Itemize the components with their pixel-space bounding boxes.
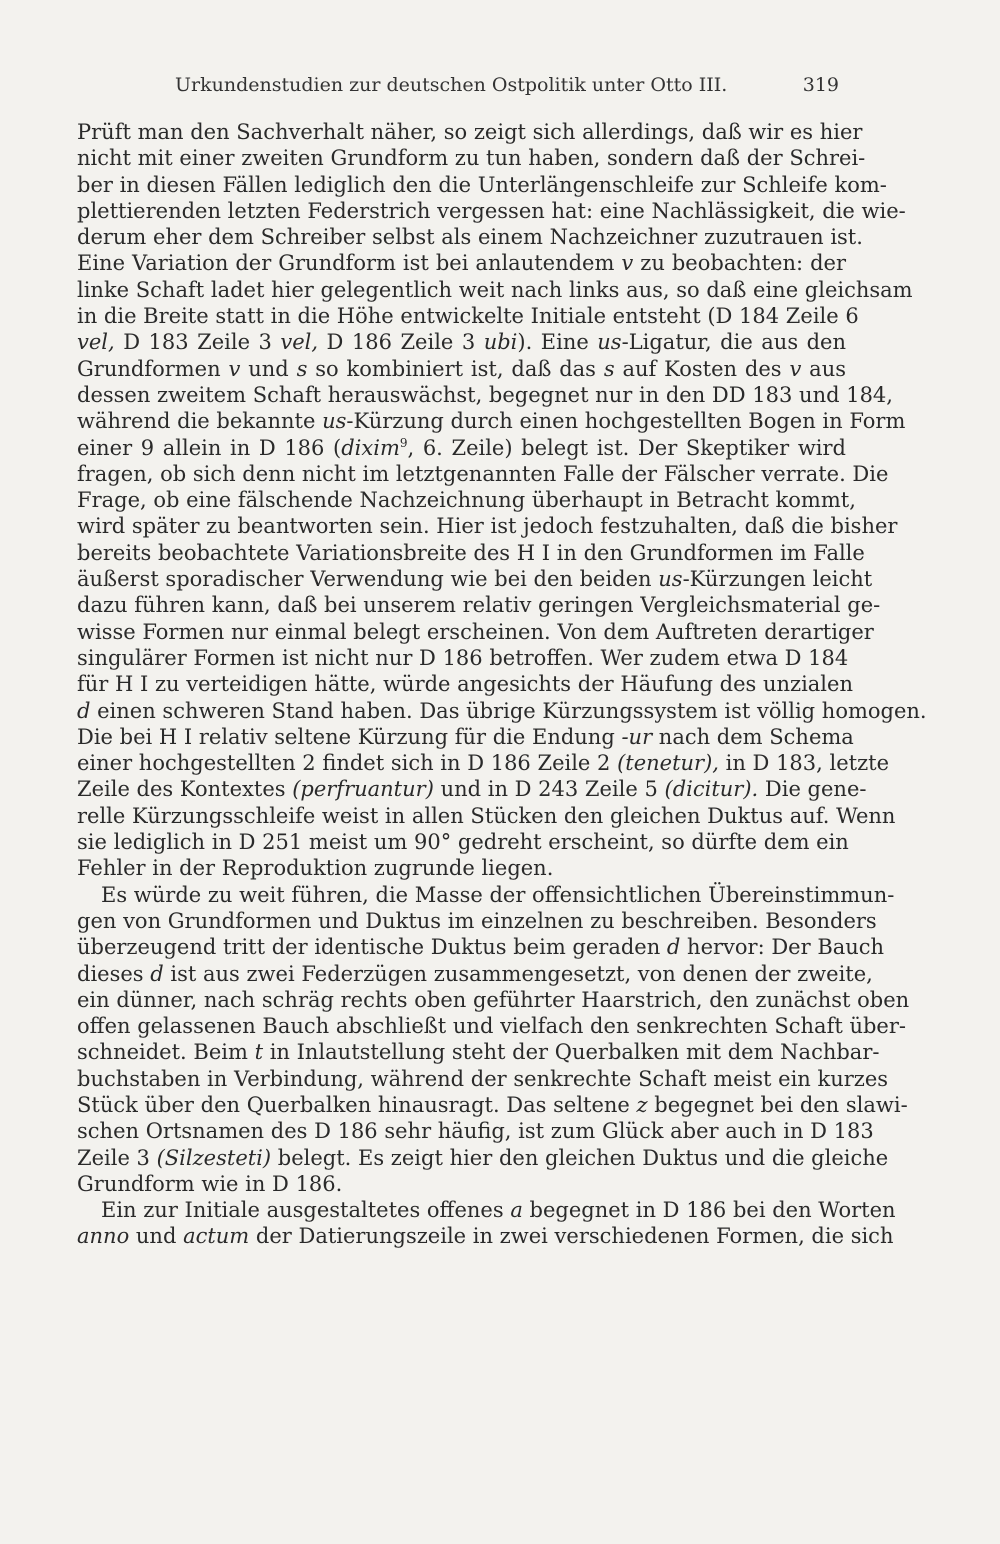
text-line: fragen, ob sich denn nicht im letztgenannten Falle der Fälscher verrate. Die bbox=[77, 461, 889, 486]
text-line: plettierenden letzten Federstrich vergessen hat: eine Nachlässigkeit, die wie- bbox=[77, 198, 906, 223]
text-line: Stück über den Querbalken hinausragt. Das seltene z begegnet bei den slawi- bbox=[77, 1092, 908, 1117]
text-line: linke Schaft ladet hier gelegentlich weit nach links aus, so daß eine gleichsam bbox=[77, 277, 913, 302]
text-line: ein dünner, nach schräg rechts oben geführter Haarstrich, den zunächst oben bbox=[77, 987, 910, 1012]
body-text bbox=[77, 119, 927, 1250]
text-line: d einen schweren Stand haben. Das übrige Kürzungssystem ist völlig homogen. bbox=[77, 698, 927, 723]
text-line: für H I zu verteidigen hätte, würde angesichts der Häufung des unzialen bbox=[77, 672, 853, 697]
text-line: Zeile des Kontextes (perfruantur) und in D 243 Zeile 5 (dicitur). Die gene- bbox=[77, 777, 867, 802]
text-line: dieses d ist aus zwei Federzügen zusammengesetzt, von denen der zweite, bbox=[77, 961, 873, 986]
text-line: während die bekannte us-Kürzung durch einen hochgestellten Bogen in Form bbox=[77, 409, 906, 434]
text-line: Die bei H I relativ seltene Kürzung für die Endung -ur nach dem Schema bbox=[77, 724, 854, 749]
text-line: singulärer Formen ist nicht nur D 186 betroffen. Wer zudem etwa D 184 bbox=[77, 645, 849, 670]
text-line: schen Ortsnamen des D 186 sehr häufig, ist zum Glück aber auch in D 183 bbox=[77, 1119, 874, 1144]
text-line: wird später zu beantworten sein. Hier ist jedoch festzuhalten, daß die bisher bbox=[77, 514, 898, 539]
text-line: offen gelassenen Bauch abschließt und vielfach den senkrechten Schaft über- bbox=[77, 1014, 906, 1039]
text-line: gen von Grundformen und Duktus im einzelnen zu beschreiben. Besonders bbox=[77, 908, 877, 933]
text-line: wisse Formen nur einmal belegt erscheinen. Von dem Auftreten derartiger bbox=[77, 619, 874, 644]
text-line: relle Kürzungsschleife weist in allen Stücken den gleichen Duktus auf. Wenn bbox=[77, 803, 896, 828]
text-line: Frage, ob eine fälschende Nachzeichnung überhaupt in Betracht kommt, bbox=[77, 488, 856, 513]
text-line: dazu führen kann, daß bei unserem relativ geringen Vergleichsmaterial ge- bbox=[77, 593, 881, 618]
text-line: anno und actum der Datierungszeile in zwei verschiedenen Formen, die sich bbox=[77, 1224, 894, 1249]
text-line: Grundform wie in D 186. bbox=[77, 1171, 343, 1196]
text-line: ber in diesen Fällen lediglich den die Unterlängenschleife zur Schleife kom- bbox=[77, 172, 887, 197]
text-line: bereits beobachtete Variationsbreite des H I in den Grundformen im Falle bbox=[77, 540, 865, 565]
text-line: Es würde zu weit führen, die Masse der offensichtlichen Übereinstimmun- bbox=[101, 882, 895, 907]
running-head-title: Urkundenstudien zur deutschen Ostpolitik unter Otto III. bbox=[175, 74, 728, 96]
text-line: überzeugend tritt der identische Duktus beim geraden d hervor: Der Bauch bbox=[77, 935, 885, 960]
text-line: schneidet. Beim t in Inlautstellung steht der Querbalken mit dem Nachbar- bbox=[77, 1040, 880, 1065]
text-line: Fehler in der Reproduktion zugrunde liegen. bbox=[77, 856, 554, 881]
text-line: äußerst sporadischer Verwendung wie bei den beiden us-Kürzungen leicht bbox=[77, 567, 873, 592]
text-line: nicht mit einer zweiten Grundform zu tun haben, sondern daß der Schrei- bbox=[77, 146, 866, 171]
text-line: buchstaben in Verbindung, während der senkrechte Schaft meist ein kurzes bbox=[77, 1066, 889, 1091]
text-line: in die Breite statt in die Höhe entwickelte Initiale entsteht (D 184 Zeile 6 bbox=[77, 304, 859, 329]
text-line: Zeile 3 (Silzesteti) belegt. Es zeigt hier den gleichen Duktus und die gleiche bbox=[77, 1145, 889, 1170]
page-number: 319 bbox=[802, 74, 839, 96]
text-line: derum eher dem Schreiber selbst als einem Nachzeichner zuzutrauen ist. bbox=[77, 225, 863, 250]
text-line: einer hochgestellten 2 findet sich in D 186 Zeile 2 (tenetur), in D 183, letzte bbox=[77, 751, 890, 776]
text-line: Eine Variation der Grundform ist bei anlautendem v zu beobachten: der bbox=[77, 251, 846, 276]
text-line: dessen zweitem Schaft herauswächst, begegnet nur in den DD 183 und 184, bbox=[77, 382, 893, 407]
text-line: Ein zur Initiale ausgestaltetes offenes a begegnet in D 186 bei den Worten bbox=[101, 1198, 896, 1223]
text-line: vel, D 183 Zeile 3 vel, D 186 Zeile 3 ubi). Eine us-Ligatur, die aus den bbox=[77, 330, 846, 355]
text-line: Grundformen v und s so kombiniert ist, daß das s auf Kosten des v aus bbox=[77, 356, 846, 381]
text-line: einer 9 allein in D 186 (dixim$^9$, 6. Zeile) belegt ist. Der Skeptiker wird bbox=[77, 435, 846, 460]
text-line: sie lediglich in D 251 meist um 90° gedreht erscheint, so dürfte dem ein bbox=[77, 830, 849, 855]
text-line: Prüft man den Sachverhalt näher, so zeigt sich allerdings, daß wir es hier bbox=[77, 120, 863, 144]
